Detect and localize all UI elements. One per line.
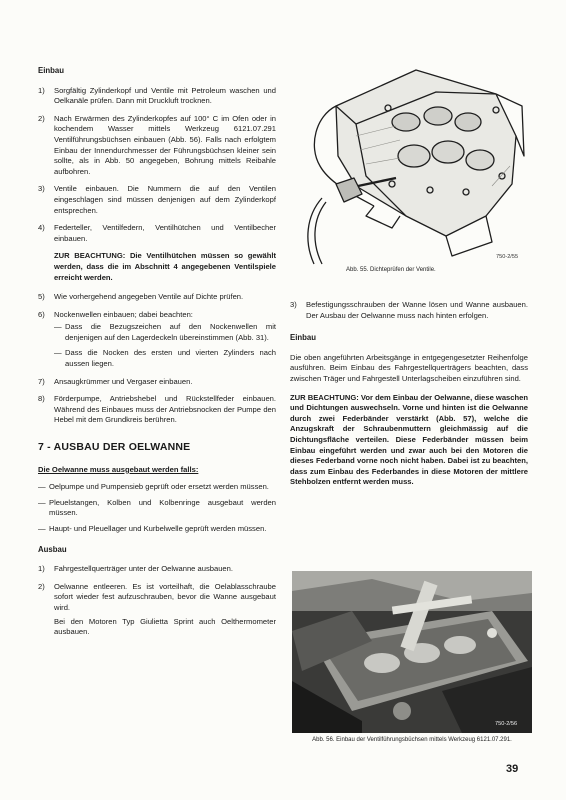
left-column [38, 66, 276, 638]
figure-56-code: 750-2/56 [495, 721, 518, 727]
step-text: Befestigungsschrauben der Wanne lösen und Wanne ausbauen. Der Ausbau der Oelwanne muss nach hinten erfolgen. [306, 300, 528, 320]
note-valve-caps: ZUR BEACHTUNG: Die Ventilhütchen müssen so gewählt werden, dass die im Abschnitt 4 angegebenen Ventilspiele erreicht werden. [54, 251, 276, 282]
step-6 [38, 310, 276, 321]
section-title: 7 - AUSBAU DER OELWANNE [38, 441, 191, 454]
figure-55-illustration [296, 66, 528, 266]
dash-item: — Dass die Nocken des ersten und vierten Zylinders nach aussen liegen. [54, 348, 276, 369]
step-number: 2) [38, 581, 45, 591]
step-number: 7) [38, 376, 45, 386]
step-text: Wie vorhergehend angegeben Ventile auf Dichte prüfen. [54, 292, 244, 302]
page-number: 39 [506, 763, 519, 775]
step-4 [38, 223, 276, 244]
removal-step-2 [38, 582, 276, 614]
condition-item: — Oelpumpe und Pumpensieb geprüft oder ersetzt werden müssen. [38, 482, 269, 492]
condition-item: — Haupt- und Pleuellager und Kurbelwelle geprüft werden müssen. [38, 524, 267, 533]
right-column [290, 300, 528, 488]
step-text: Nach Erwärmen des Zylinderkopfes auf 100° C im Ofen oder in kochendem Wasser mittels Werkzeug 6121.07.291 Ventilführungsbüchsen einbauen (Abb. 56). Falls nach erfolgtem Einbau der Innendurchmesser der Führungsbüchsen kleiner sein sollte, als in Abb. 50 angegeben, Bohrung mittels Reibahle aufbohren. [54, 113, 276, 176]
subheading-conditions: Die Oelwanne muss ausgebaut werden falls: [38, 464, 199, 474]
dash-text: Dass die Bezugszeichen auf den Nockenwellen mit denjenigen auf den Lagerdeckeln übereinstimmen (Abb. 31). [65, 322, 276, 342]
step-1 [38, 86, 276, 107]
removal-step-1 [38, 564, 276, 575]
step-number: 4) [38, 223, 45, 233]
figure-56-photo [292, 571, 532, 733]
condition-text: Oelpumpe und Pumpensieb geprüft oder ersetzt werden müssen. [49, 482, 269, 492]
step-number: 5) [38, 292, 45, 302]
step-text: Ansaugkrümmer und Vergaser einbauen. [54, 376, 193, 386]
step-text: Sorgfältig Zylinderkopf und Ventile mit Petroleum waschen und Oelkanäle prüfen. Dann mit Druckluft trocknen. [54, 85, 276, 106]
removal-step-2-extra: Bei den Motoren Typ Giulietta Sprint auch Oelthermometer ausbauen. [54, 616, 276, 637]
step-number: 8) [38, 394, 45, 404]
heading-einbau-2: Einbau [290, 333, 316, 343]
step-text: Federteller, Ventilfedern, Ventilhütchen und Ventilbecher einbauen. [54, 223, 276, 243]
figure-55-code: 750-2/55 [496, 254, 519, 260]
dash-text: Dass die Nocken des ersten und vierten Zylinders nach aussen liegen. [65, 348, 276, 369]
step-text: Ventile einbauen. Die Nummern die auf den Ventilen eingeschlagen sind müssen denjenigen auf dem Zylinderkopf entsprechen. [54, 184, 276, 215]
step-text: Nockenwellen einbauen; dabei beachten: [54, 309, 193, 319]
step-number: 2) [38, 113, 45, 123]
step-2 [38, 114, 276, 178]
step-number: 3) [38, 184, 45, 194]
valve-guide-photo [292, 571, 532, 733]
figure-56-caption: Abb. 56. Einbau der Ventilführungsbüchsen mittels Werkzeug 6121.07.291. [312, 737, 512, 743]
step-text: Förderpumpe, Antriebshebel und Rückstellfeder einbauen. Während des Einbaues muss der Antriebsnocken der Pumpe den Hebel mit dem Grundkreis berühren. [54, 394, 276, 425]
reinstall-paragraph: Die oben angeführten Arbeitsgänge in entgegengesetzter Reihenfolge ausführen. Beim Einbau des Fahrgestellquerträgers beachten, dass zwischen Träger und Fahrgestell Unterlagscheiben einzuführen sind. [290, 352, 528, 383]
step-3 [38, 184, 276, 216]
condition-text: Pleuelstangen, Kolben und Kolbenringe ausgebaut werden müssen. [49, 497, 276, 518]
step-5 [38, 292, 276, 303]
step-number: 3) [290, 300, 297, 309]
heading-einbau: Einbau [38, 66, 64, 75]
step-text: Fahrgestellquerträger unter der Oelwanne ausbauen. [54, 564, 233, 574]
condition-item: — Pleuelstangen, Kolben und Kolbenringe ausgebaut werden müssen. [38, 497, 276, 518]
cylinder-head-drawing [296, 66, 528, 266]
step-text: Oelwanne entleeren. Es ist vorteilhaft, die Oelablasschraube sofort wieder fest aufzuschrauben, bevor die Wanne ausgebaut wird. [54, 581, 276, 612]
step-number: 6) [38, 309, 45, 319]
dash-item: — Dass die Bezugszeichen auf den Nockenwellen mit denjenigen auf den Lagerdeckeln übereinstimmen (Abb. 31). [54, 322, 276, 342]
step-number: 1) [38, 85, 45, 95]
step-7 [38, 377, 276, 388]
figure-55-caption: Abb. 55. Dichteprüfen der Ventile. [346, 267, 436, 273]
note-oil-pan: ZUR BEACHTUNG: Vor dem Einbau der Oelwanne, diese waschen und Dichtungen auswechseln. Vorne und hinten ist die Oelwanne durch zwei Federbänder verstärkt (Abb. 57), welche die Anzugskraft der Schraubenmuttern gleichmässig auf die Dichtungsfläche verteilen. Diese Federbänder müssen beim Einbau eingeführt werden und zwar auch bei den Motoren die dieses Federband vorne noch nicht haben. Dabei ist zu beachten, dass zum Einbau des Federbandes in diese Motoren der mittlere Stehbolzen entfernt werden muss. [290, 392, 528, 487]
step-number: 1) [38, 564, 45, 574]
condition-text: Haupt- und Pleuellager und Kurbelwelle geprüft werden müssen. [49, 524, 267, 533]
step-8 [38, 394, 276, 426]
heading-ausbau: Ausbau [38, 544, 67, 554]
removal-step-3 [290, 300, 528, 321]
